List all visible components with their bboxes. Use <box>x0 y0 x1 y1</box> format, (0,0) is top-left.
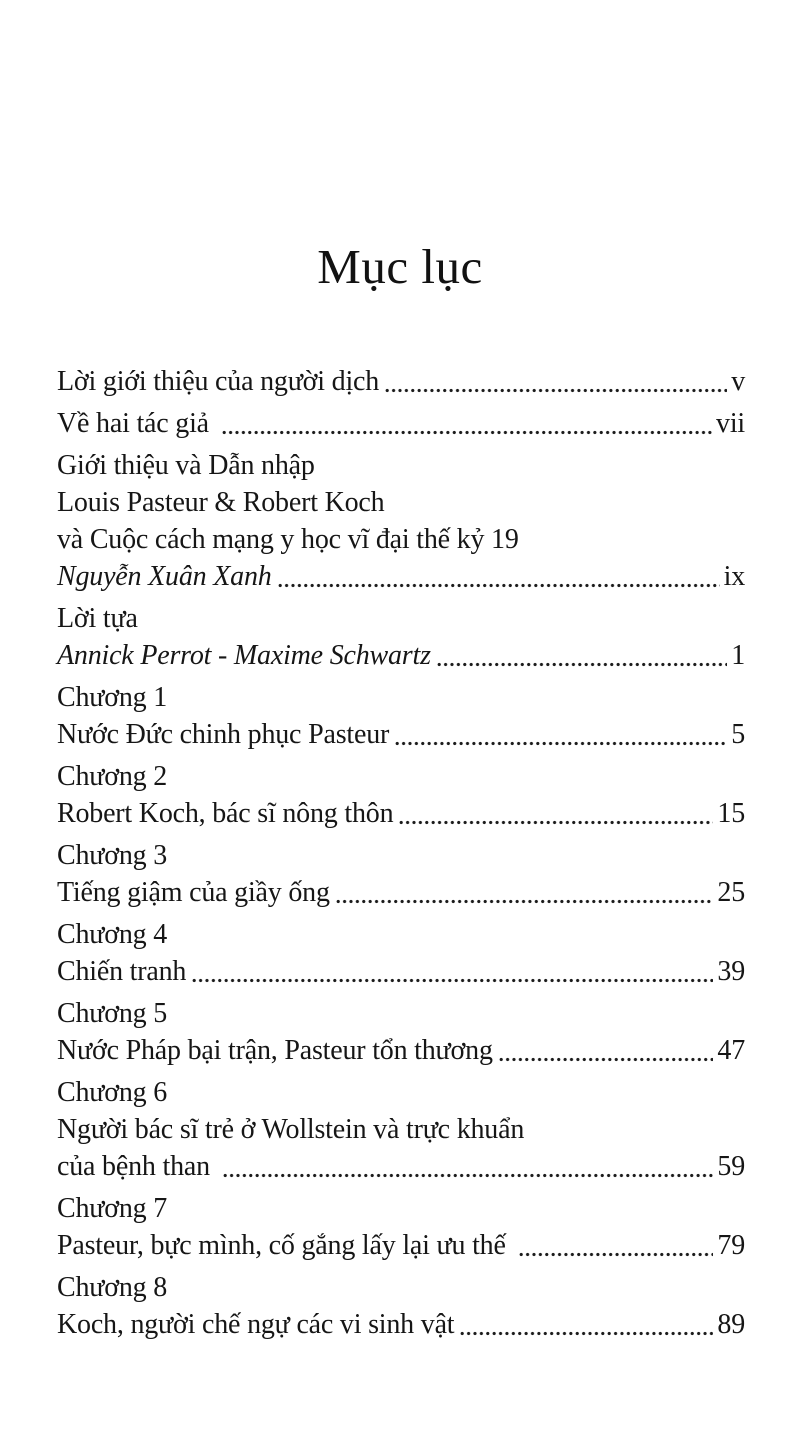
page-number: 5 <box>731 719 745 750</box>
toc-line <box>57 995 745 1032</box>
toc-entry <box>57 916 745 990</box>
page-number: 1 <box>731 640 745 671</box>
page-number: 25 <box>717 877 745 908</box>
toc-line <box>57 363 745 400</box>
toc-line-text: Chương 1 <box>57 682 168 713</box>
toc-line-text: Robert Koch, bác sĩ nông thôn <box>57 798 394 829</box>
toc-line <box>57 679 745 716</box>
toc-entry <box>57 995 745 1069</box>
page-number: vii <box>716 408 745 439</box>
toc-line-text: Chương 2 <box>57 761 168 792</box>
toc-line-text: Chương 7 <box>57 1193 168 1224</box>
page-number: 39 <box>717 956 745 987</box>
toc-line-text: Lời tựa <box>57 603 138 634</box>
toc-entry <box>57 758 745 832</box>
toc-entry <box>57 405 745 442</box>
dot-leader <box>336 898 714 905</box>
toc-line <box>57 1227 745 1264</box>
dot-leader <box>519 1251 714 1258</box>
toc-entry <box>57 679 745 753</box>
dot-leader <box>222 429 712 436</box>
toc-line <box>57 1032 745 1069</box>
toc-line <box>57 837 745 874</box>
dot-leader <box>385 387 727 394</box>
page-number: 59 <box>717 1151 745 1182</box>
toc-line-text: và Cuộc cách mạng y học vĩ đại thế kỷ 19 <box>57 524 519 555</box>
toc-line <box>57 1269 745 1306</box>
toc-entry <box>57 447 745 595</box>
dot-leader <box>278 582 720 589</box>
dot-leader <box>499 1056 714 1063</box>
toc-line-text: Chương 6 <box>57 1077 168 1108</box>
toc-line-text: Nước Pháp bại trận, Pasteur tổn thương <box>57 1035 493 1066</box>
dot-leader <box>437 661 727 668</box>
toc-list <box>0 363 800 1343</box>
toc-entry <box>57 600 745 674</box>
toc-line <box>57 758 745 795</box>
dot-leader <box>399 819 713 826</box>
page-number: 79 <box>717 1230 745 1261</box>
toc-line-text: của bệnh than <box>57 1151 217 1182</box>
toc-line-text: Tiếng giậm của giầy ống <box>57 877 330 908</box>
toc-line-text: Nước Đức chinh phục Pasteur <box>57 719 390 750</box>
toc-line-text: Chiến tranh <box>57 956 187 987</box>
dot-leader <box>223 1172 714 1179</box>
toc-line-text: Chương 5 <box>57 998 168 1029</box>
toc-line-text: Giới thiệu và Dẫn nhập <box>57 450 315 481</box>
dot-leader <box>395 740 727 747</box>
page-number: v <box>731 366 745 397</box>
toc-line-text: Chương 4 <box>57 919 168 950</box>
toc-line-text: Chương 3 <box>57 840 168 871</box>
toc-entry <box>57 1190 745 1264</box>
toc-line-text: Nguyễn Xuân Xanh <box>57 561 272 592</box>
toc-line <box>57 405 745 442</box>
toc-line <box>57 953 745 990</box>
toc-entry <box>57 837 745 911</box>
page-title: Mục lục <box>317 239 483 294</box>
dot-leader <box>192 977 713 984</box>
toc-line <box>57 795 745 832</box>
page-number: ix <box>723 561 745 592</box>
toc-line <box>57 447 745 484</box>
toc-line <box>57 1074 745 1111</box>
page-number: 89 <box>717 1309 745 1340</box>
toc-line-text: Người bác sĩ trẻ ở Wollstein và trực khuẩn <box>57 1114 525 1145</box>
toc-line <box>57 558 745 595</box>
toc-line-text: Lời giới thiệu của người dịch <box>57 366 380 397</box>
toc-line-text: Về hai tác giả <box>57 408 216 439</box>
toc-line <box>57 600 745 637</box>
toc-line-text: Annick Perrot - Maxime Schwartz <box>57 640 431 671</box>
toc-line <box>57 1111 745 1148</box>
dot-leader <box>460 1330 713 1337</box>
toc-entry <box>57 363 745 400</box>
toc-line <box>57 1190 745 1227</box>
toc-line-text: Louis Pasteur & Robert Koch <box>57 487 385 518</box>
toc-line <box>57 637 745 674</box>
toc-line <box>57 1148 745 1185</box>
toc-entry <box>57 1074 745 1185</box>
page-number: 15 <box>717 798 745 829</box>
toc-line <box>57 484 745 521</box>
toc-line-text: Pasteur, bực mình, cố gắng lấy lại ưu thế <box>57 1230 513 1261</box>
toc-line <box>57 874 745 911</box>
toc-line <box>57 521 745 558</box>
toc-line <box>57 1306 745 1343</box>
toc-entry <box>57 1269 745 1343</box>
toc-line <box>57 716 745 753</box>
toc-line-text: Chương 8 <box>57 1272 168 1303</box>
page-number: 47 <box>717 1035 745 1066</box>
toc-line <box>57 916 745 953</box>
toc-line-text: Koch, người chế ngự các vi sinh vật <box>57 1309 455 1340</box>
